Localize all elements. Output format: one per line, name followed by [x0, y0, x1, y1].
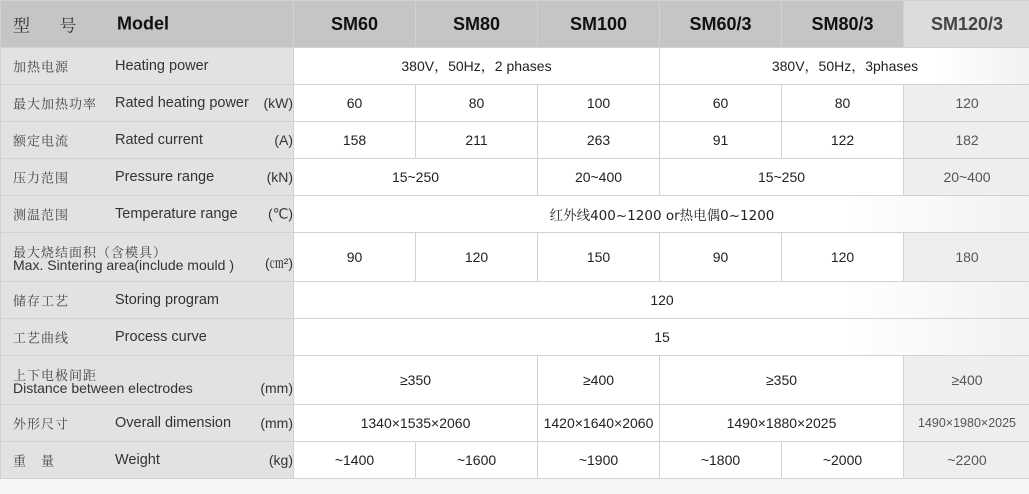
value-cell: 20~400: [538, 159, 659, 195]
row-pressure-range: [1, 159, 1029, 195]
row-unit: (kN): [266, 169, 293, 185]
row-weight: [1, 442, 1029, 478]
row-label-en: Overall dimension: [115, 415, 232, 431]
row-label: [1, 196, 293, 232]
value-cell: 180: [904, 233, 1029, 281]
row-unit: (A): [274, 132, 293, 148]
model-sm120-3: SM120/3: [904, 1, 1029, 47]
value-cell: 91: [660, 122, 781, 158]
header-row: [1, 1, 1029, 47]
row-label-cn: 工艺曲线: [13, 331, 70, 347]
value-cell: 120: [904, 85, 1029, 121]
row-rated-heating-power: [1, 85, 1029, 121]
model-sm60-3: SM60/3: [660, 1, 781, 47]
value-cell: 1340×1535×2060: [294, 405, 537, 441]
row-label-cn: 上下电极间距: [13, 369, 98, 384]
row-label-en: Rated current: [115, 132, 203, 148]
model-sm100: SM100: [538, 1, 659, 47]
row-label-en: Max. Sintering area(include mould ): [13, 257, 234, 273]
value-cell: 182: [904, 122, 1029, 158]
row-label-cn: 外形尺寸: [13, 417, 70, 433]
row-label-cn: 额定电流: [13, 134, 70, 150]
row-label-en: Weight: [115, 452, 160, 468]
row-label: [1, 159, 293, 195]
row-label-cn: 最大加热功率: [13, 97, 98, 113]
value-cell: 100: [538, 85, 659, 121]
value-cell: ≥400: [904, 356, 1029, 404]
value-cell: 263: [538, 122, 659, 158]
row-unit: (℃): [267, 205, 293, 222]
value-cell: 120: [294, 282, 1029, 318]
value-cell: 90: [294, 233, 415, 281]
value-cell: 211: [416, 122, 537, 158]
model-sm80: SM80: [416, 1, 537, 47]
row-unit: (kW): [263, 95, 293, 111]
row-electrode-distance: [1, 356, 1029, 404]
value-cell: ≥350: [660, 356, 903, 404]
row-label: [1, 405, 293, 441]
row-process-curve: [1, 319, 1029, 355]
value-cell: ~1400: [294, 442, 415, 478]
model-sm60: SM60: [294, 1, 415, 47]
header-label-en: Model: [117, 13, 169, 34]
row-label: [1, 356, 293, 404]
row-label: [1, 319, 293, 355]
row-label-cn: 重 量: [13, 454, 56, 470]
row-label-cn: 加热电源: [13, 60, 70, 76]
row-label-en: Heating power: [115, 58, 209, 74]
value-cell: 90: [660, 233, 781, 281]
value-cell: 120: [416, 233, 537, 281]
row-storing-program: [1, 282, 1029, 318]
value-cell: 120: [782, 233, 903, 281]
row-label: [1, 282, 293, 318]
row-label-en: Temperature range: [115, 206, 238, 222]
row-label: [1, 442, 293, 478]
row-label: [1, 48, 293, 84]
row-sintering-area: [1, 233, 1029, 281]
value-cell: 60: [294, 85, 415, 121]
row-label-en: Distance between electrodes: [13, 380, 193, 396]
row-overall-dimension: [1, 405, 1029, 441]
row-label-cn: 储存工艺: [13, 294, 70, 310]
value-cell: 1490×1880×2025: [660, 405, 903, 441]
header-label-cell: [1, 1, 293, 47]
row-unit: (mm): [260, 380, 293, 396]
header-label-cn: 型 号: [13, 16, 89, 37]
model-sm80-3: SM80/3: [782, 1, 903, 47]
row-label-en: Storing program: [115, 292, 219, 308]
value-cell: 380V，50Hz，2 phases: [294, 48, 659, 84]
value-cell: 15: [294, 319, 1029, 355]
value-cell: 红外线400~1200 or热电偶0~1200: [294, 196, 1029, 232]
row-label-en: Rated heating power: [115, 95, 249, 111]
value-cell: 380V，50Hz，3phases: [660, 48, 1029, 84]
value-cell: 15~250: [294, 159, 537, 195]
row-label-en: Process curve: [115, 329, 207, 345]
row-label: [1, 233, 293, 281]
row-unit: (㎝²): [265, 255, 293, 271]
value-cell: ~1800: [660, 442, 781, 478]
value-cell: ≥350: [294, 356, 537, 404]
row-unit: (kg): [268, 452, 293, 468]
value-cell: 158: [294, 122, 415, 158]
value-cell: 60: [660, 85, 781, 121]
value-cell: ~2200: [904, 442, 1029, 478]
row-label: [1, 122, 293, 158]
value-cell: 1490×1980×2025: [904, 405, 1029, 441]
value-cell: ~1900: [538, 442, 659, 478]
row-label-cn: 最大烧结面积（含模具）: [13, 246, 168, 261]
row-heating-power: [1, 48, 1029, 84]
row-label: [1, 85, 293, 121]
row-label-cn: 测温范围: [13, 208, 70, 224]
value-cell: 20~400: [904, 159, 1029, 195]
row-temperature-range: [1, 196, 1029, 232]
value-cell: ~2000: [782, 442, 903, 478]
value-cell: 80: [416, 85, 537, 121]
row-label-cn: 压力范围: [13, 171, 70, 187]
value-cell: 1420×1640×2060: [538, 405, 659, 441]
value-cell: ~1600: [416, 442, 537, 478]
row-unit: (mm): [260, 415, 293, 431]
row-label-en: Pressure range: [115, 169, 215, 185]
value-cell: 150: [538, 233, 659, 281]
value-cell: 122: [782, 122, 903, 158]
value-cell: 15~250: [660, 159, 903, 195]
value-cell: ≥400: [538, 356, 659, 404]
value-cell: 80: [782, 85, 903, 121]
row-rated-current: [1, 122, 1029, 158]
